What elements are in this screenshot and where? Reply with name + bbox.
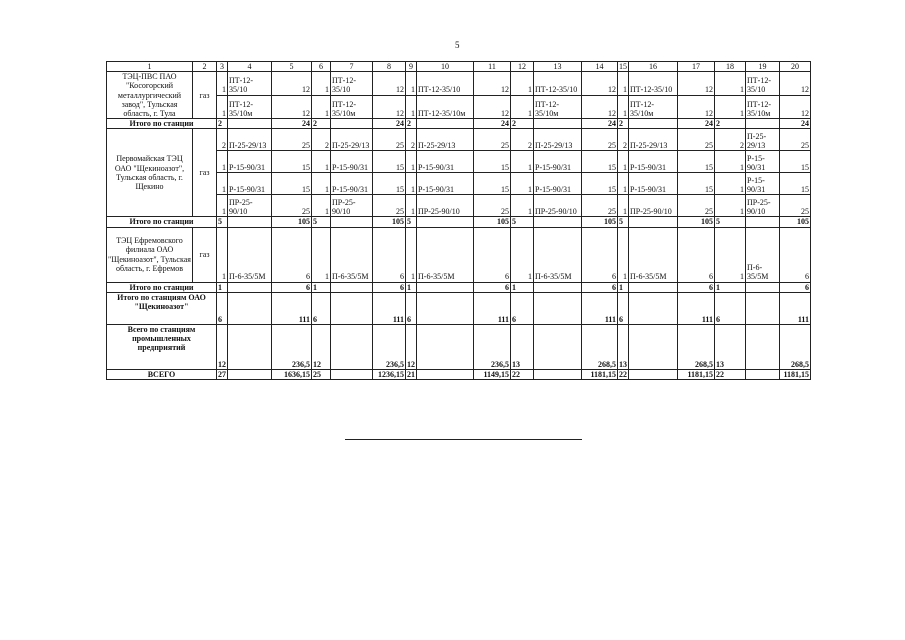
summary-value: 111 [272, 292, 312, 324]
summary-value: 268,5 [678, 324, 715, 369]
total-value: 5 [618, 217, 629, 227]
unit-type: ПТ-12-35/10 [331, 72, 373, 95]
unit-count: 1 [618, 227, 629, 282]
unit-capacity: 12 [678, 72, 715, 95]
summary-value: 111 [373, 292, 406, 324]
total-value [228, 119, 272, 129]
unit-count: 1 [511, 173, 534, 195]
unit-count: 1 [511, 151, 534, 173]
unit-count: 1 [312, 195, 331, 217]
unit-count: 1 [618, 151, 629, 173]
summary-value: 6 [715, 292, 746, 324]
total-value: 2 [406, 119, 417, 129]
unit-capacity: 25 [272, 195, 312, 217]
column-number: 11 [474, 62, 511, 72]
unit-type: П-25-29/13 [228, 129, 272, 151]
unit-type: ПР-25-90/10 [331, 195, 373, 217]
unit-count: 1 [511, 72, 534, 95]
unit-capacity: 25 [373, 129, 406, 151]
unit-count: 1 [312, 72, 331, 95]
summary-value: 111 [474, 292, 511, 324]
unit-type: П-6-35/5М [417, 227, 474, 282]
total-value: 24 [272, 119, 312, 129]
summary-value [534, 292, 582, 324]
unit-count: 1 [217, 173, 228, 195]
summary-value: 22 [715, 369, 746, 379]
total-value: 24 [373, 119, 406, 129]
summary-value: 12 [406, 324, 417, 369]
summary-value: 6 [618, 292, 629, 324]
unit-capacity: 12 [272, 95, 312, 118]
unit-capacity: 12 [474, 95, 511, 118]
unit-count: 1 [511, 95, 534, 118]
total-value: 5 [715, 217, 746, 227]
summary-value [228, 324, 272, 369]
unit-type: Р-15-90/31 [331, 173, 373, 195]
unit-type: ПТ-12-35/10 [417, 72, 474, 95]
unit-capacity: 12 [780, 72, 811, 95]
total-value: 1 [312, 282, 331, 292]
summary-value: 236,5 [373, 324, 406, 369]
summary-value: 22 [619, 369, 627, 379]
summary-value: 13 [511, 324, 534, 369]
total-value: 6 [780, 282, 811, 292]
total-value [629, 217, 678, 227]
summary-value [331, 292, 373, 324]
unit-capacity: 12 [582, 95, 618, 118]
unit-capacity: 12 [474, 72, 511, 95]
capacity-table [106, 61, 811, 380]
unit-count: 2 [715, 129, 746, 151]
station-total-label: Итого по станции [107, 217, 217, 227]
unit-count: 2 [312, 129, 331, 151]
station-total-row [107, 217, 811, 227]
unit-type: Р-15-90/31 [746, 151, 780, 173]
summary-value: 1181,15 [678, 369, 715, 379]
unit-capacity: 15 [474, 151, 511, 173]
unit-count: 1 [217, 195, 228, 217]
unit-count: 1 [406, 195, 417, 217]
unit-type: ПР-25-90/10 [228, 195, 272, 217]
unit-count: 2 [511, 129, 534, 151]
page-number: 5 [455, 40, 460, 50]
summary-value: 268,5 [780, 324, 811, 369]
unit-capacity: 15 [373, 173, 406, 195]
total-value [417, 119, 474, 129]
summary-value: 268,5 [582, 324, 618, 369]
unit-count: 1 [217, 72, 228, 95]
unit-capacity: 15 [780, 151, 811, 173]
summary-value: 12 [217, 324, 228, 369]
unit-type: ПР-25-90/10 [534, 195, 582, 217]
unit-type: П-25-29/13 [746, 129, 780, 151]
summary-value [331, 369, 373, 379]
unit-type: Р-15-90/31 [746, 173, 780, 195]
total-value [629, 282, 678, 292]
total-value: 6 [582, 282, 618, 292]
summary-value: 1636,15 [272, 369, 312, 379]
unit-type: ПТ-12-35/10 [629, 72, 678, 95]
summary-value: 1181,15 [780, 369, 811, 379]
total-value: 2 [618, 119, 629, 129]
total-value: 6 [373, 282, 406, 292]
unit-count: 1 [715, 72, 746, 95]
column-number: 2 [193, 62, 217, 72]
column-number: 9 [406, 62, 417, 72]
unit-row [107, 129, 811, 151]
unit-type: ПТ-12-35/10 [746, 72, 780, 95]
unit-capacity: 15 [780, 173, 811, 195]
summary-value: 22 [511, 369, 534, 379]
unit-count: 1 [618, 95, 629, 118]
total-value: 2 [217, 119, 228, 129]
unit-capacity: 15 [678, 151, 715, 173]
total-value: 6 [678, 282, 715, 292]
total-value [417, 282, 474, 292]
unit-capacity: 6 [373, 227, 406, 282]
unit-count: 1 [511, 227, 534, 282]
unit-capacity: 6 [582, 227, 618, 282]
unit-type: П-6-35/5М [629, 227, 678, 282]
station-name: ТЭЦ Ефремовского филиала ОАО "Щекиноазот", Тульская область, г. Ефремов [107, 227, 193, 282]
unit-type: П-25-29/13 [534, 129, 582, 151]
unit-count: 1 [406, 95, 417, 118]
total-value: 1 [511, 282, 534, 292]
unit-capacity: 12 [582, 72, 618, 95]
unit-count: 1 [312, 95, 331, 118]
summary-value [534, 369, 582, 379]
unit-count: 1 [715, 227, 746, 282]
unit-count: 1 [312, 173, 331, 195]
summary-value: 12 [312, 324, 331, 369]
unit-count: 1 [715, 173, 746, 195]
unit-capacity: 25 [780, 195, 811, 217]
summary-value [331, 324, 373, 369]
unit-capacity: 12 [272, 72, 312, 95]
total-value [228, 282, 272, 292]
column-number: 12 [511, 62, 534, 72]
summary-value: 25 [312, 369, 331, 379]
total-value: 1 [217, 282, 228, 292]
total-value [331, 217, 373, 227]
unit-capacity: 25 [582, 195, 618, 217]
column-number: 4 [228, 62, 272, 72]
total-value: 1 [618, 282, 629, 292]
column-number: 1 [107, 62, 193, 72]
unit-count: 2 [217, 129, 228, 151]
station-total-row [107, 282, 811, 292]
total-value [534, 217, 582, 227]
unit-count: 1 [406, 72, 417, 95]
station-name: Первомайская ТЭЦ ОАО "Щекиноазот", Тульская область, г. Щекино [107, 129, 193, 217]
total-value [746, 217, 780, 227]
unit-type: ПТ-12-35/10м [417, 95, 474, 118]
unit-capacity: 12 [780, 95, 811, 118]
unit-capacity: 15 [582, 173, 618, 195]
unit-count: 1 [217, 151, 228, 173]
summary-value: 1149,15 [474, 369, 511, 379]
unit-capacity: 12 [373, 72, 406, 95]
summary-value: 1181,15 [582, 369, 618, 379]
fuel-type: газ [193, 72, 217, 119]
column-number: 18 [715, 62, 746, 72]
unit-type: Р-15-90/31 [534, 173, 582, 195]
unit-type: П-25-29/13 [331, 129, 373, 151]
total-value: 1 [715, 282, 746, 292]
summary-row [107, 292, 811, 324]
summary-value [629, 369, 678, 379]
unit-type: ПТ-12-35/10м [746, 95, 780, 118]
total-value [746, 119, 780, 129]
summary-value [629, 324, 678, 369]
summary-value: 1236,15 [373, 369, 406, 379]
summary-value: 111 [678, 292, 715, 324]
summary-value [417, 324, 474, 369]
summary-value [228, 369, 272, 379]
unit-type: Р-15-90/31 [417, 173, 474, 195]
unit-type: П-6-35/5М [746, 227, 780, 282]
total-value [534, 119, 582, 129]
summary-value: 111 [780, 292, 811, 324]
unit-type: Р-15-90/31 [228, 173, 272, 195]
unit-type: Р-15-90/31 [417, 151, 474, 173]
unit-capacity: 6 [474, 227, 511, 282]
summary-value: 6 [511, 292, 534, 324]
unit-capacity: 15 [373, 151, 406, 173]
unit-capacity: 12 [678, 95, 715, 118]
column-number: 8 [373, 62, 406, 72]
total-value: 24 [780, 119, 811, 129]
total-value: 105 [373, 217, 406, 227]
summary-value: 6 [312, 292, 331, 324]
unit-type: П-6-35/5М [228, 227, 272, 282]
unit-type: П-25-29/13 [417, 129, 474, 151]
summary-value: 27 [218, 369, 226, 379]
summary-row [107, 369, 811, 379]
unit-capacity: 25 [582, 129, 618, 151]
fuel-type: газ [193, 227, 217, 282]
unit-count: 1 [406, 227, 417, 282]
total-value: 6 [474, 282, 511, 292]
unit-count: 1 [618, 72, 629, 95]
unit-type: ПР-25-90/10 [629, 195, 678, 217]
summary-value [746, 369, 780, 379]
unit-capacity: 25 [678, 195, 715, 217]
total-value: 5 [312, 217, 331, 227]
unit-capacity: 25 [373, 195, 406, 217]
column-number: 7 [331, 62, 373, 72]
fuel-type: газ [193, 129, 217, 217]
unit-type: П-6-35/5М [534, 227, 582, 282]
unit-count: 1 [406, 151, 417, 173]
unit-type: Р-15-90/31 [228, 151, 272, 173]
unit-type: ПР-25-90/10 [417, 195, 474, 217]
column-number: 13 [534, 62, 582, 72]
total-value [746, 282, 780, 292]
column-number: 5 [272, 62, 312, 72]
total-value: 24 [678, 119, 715, 129]
summary-value [417, 369, 474, 379]
total-value [331, 282, 373, 292]
column-number: 6 [312, 62, 331, 72]
unit-count: 1 [217, 227, 228, 282]
unit-count: 1 [217, 95, 228, 118]
station-total-row [107, 119, 811, 129]
total-value: 24 [474, 119, 511, 129]
column-number: 17 [678, 62, 715, 72]
summary-value: 111 [582, 292, 618, 324]
unit-capacity: 15 [474, 173, 511, 195]
total-value: 105 [474, 217, 511, 227]
unit-row [107, 227, 811, 282]
unit-type: ПТ-12-35/10 [228, 72, 272, 95]
total-value: 5 [406, 217, 417, 227]
summary-label: ВСЕГО [107, 369, 217, 379]
summary-value: 6 [217, 292, 228, 324]
unit-type: ПТ-12-35/10м [534, 95, 582, 118]
total-value: 5 [217, 217, 228, 227]
station-name: ТЭЦ-ПВС ПАО "Косогорский металлургический завод", Тульская область, г. Тула [107, 72, 193, 119]
summary-value: 236,5 [474, 324, 511, 369]
summary-row [107, 324, 811, 369]
summary-label: Всего по станциям промышленных предприятий [107, 324, 217, 369]
total-value: 105 [272, 217, 312, 227]
summary-value: 236,5 [272, 324, 312, 369]
total-value: 105 [780, 217, 811, 227]
summary-value: 13 [715, 324, 746, 369]
total-value: 1 [406, 282, 417, 292]
total-value: 5 [511, 217, 534, 227]
unit-type: ПТ-12-35/10м [629, 95, 678, 118]
total-value: 105 [582, 217, 618, 227]
unit-type: Р-15-90/31 [629, 151, 678, 173]
unit-capacity: 12 [373, 95, 406, 118]
unit-count: 1 [406, 173, 417, 195]
unit-capacity: 25 [474, 195, 511, 217]
summary-value: 21 [407, 369, 415, 379]
unit-capacity: 15 [272, 173, 312, 195]
summary-value [746, 292, 780, 324]
unit-capacity: 6 [678, 227, 715, 282]
summary-value [228, 292, 272, 324]
column-number: 19 [746, 62, 780, 72]
column-number: 3 [217, 62, 228, 72]
unit-type: П-25-29/13 [629, 129, 678, 151]
unit-type: Р-15-90/31 [534, 151, 582, 173]
unit-count: 1 [312, 227, 331, 282]
summary-label: Итого по станциям ОАО "Щекиноазот" [107, 292, 217, 324]
unit-capacity: 6 [272, 227, 312, 282]
unit-type: ПТ-12-35/10 [534, 72, 582, 95]
unit-count: 1 [715, 95, 746, 118]
unit-capacity: 25 [780, 129, 811, 151]
unit-count: 1 [715, 151, 746, 173]
unit-capacity: 6 [780, 227, 811, 282]
unit-type: ПТ-12-35/10м [228, 95, 272, 118]
unit-count: 1 [618, 195, 629, 217]
total-value: 2 [511, 119, 534, 129]
total-value: 2 [715, 119, 746, 129]
unit-capacity: 25 [678, 129, 715, 151]
summary-value: 13 [618, 324, 629, 369]
summary-value [746, 324, 780, 369]
unit-count: 1 [618, 173, 629, 195]
unit-type: ПТ-12-35/10м [331, 95, 373, 118]
unit-count: 1 [511, 195, 534, 217]
summary-value [417, 292, 474, 324]
unit-capacity: 15 [582, 151, 618, 173]
unit-capacity: 25 [272, 129, 312, 151]
column-number: 14 [582, 62, 618, 72]
total-value [228, 217, 272, 227]
total-value: 2 [312, 119, 331, 129]
unit-count: 2 [406, 129, 417, 151]
unit-capacity: 25 [474, 129, 511, 151]
column-number: 15 [619, 62, 627, 71]
signature-line [345, 439, 582, 440]
total-value [417, 217, 474, 227]
summary-value: 6 [406, 292, 417, 324]
total-value [534, 282, 582, 292]
unit-count: 1 [312, 151, 331, 173]
unit-capacity: 15 [272, 151, 312, 173]
column-number: 20 [780, 62, 811, 72]
total-value [331, 119, 373, 129]
station-total-label: Итого по станции [107, 119, 217, 129]
unit-type: Р-15-90/31 [331, 151, 373, 173]
column-number: 16 [629, 62, 678, 72]
header-row [107, 62, 811, 72]
unit-count: 2 [618, 129, 629, 151]
unit-type: П-6-35/5М [331, 227, 373, 282]
column-number: 10 [417, 62, 474, 72]
unit-type: Р-15-90/31 [629, 173, 678, 195]
unit-capacity: 15 [678, 173, 715, 195]
unit-row [107, 72, 811, 95]
summary-value [629, 292, 678, 324]
total-value [629, 119, 678, 129]
total-value: 24 [582, 119, 618, 129]
total-value: 105 [678, 217, 715, 227]
unit-count: 1 [715, 195, 746, 217]
unit-type: ПР-25-90/10 [746, 195, 780, 217]
station-total-label: Итого по станции [107, 282, 217, 292]
total-value: 6 [272, 282, 312, 292]
summary-value [534, 324, 582, 369]
